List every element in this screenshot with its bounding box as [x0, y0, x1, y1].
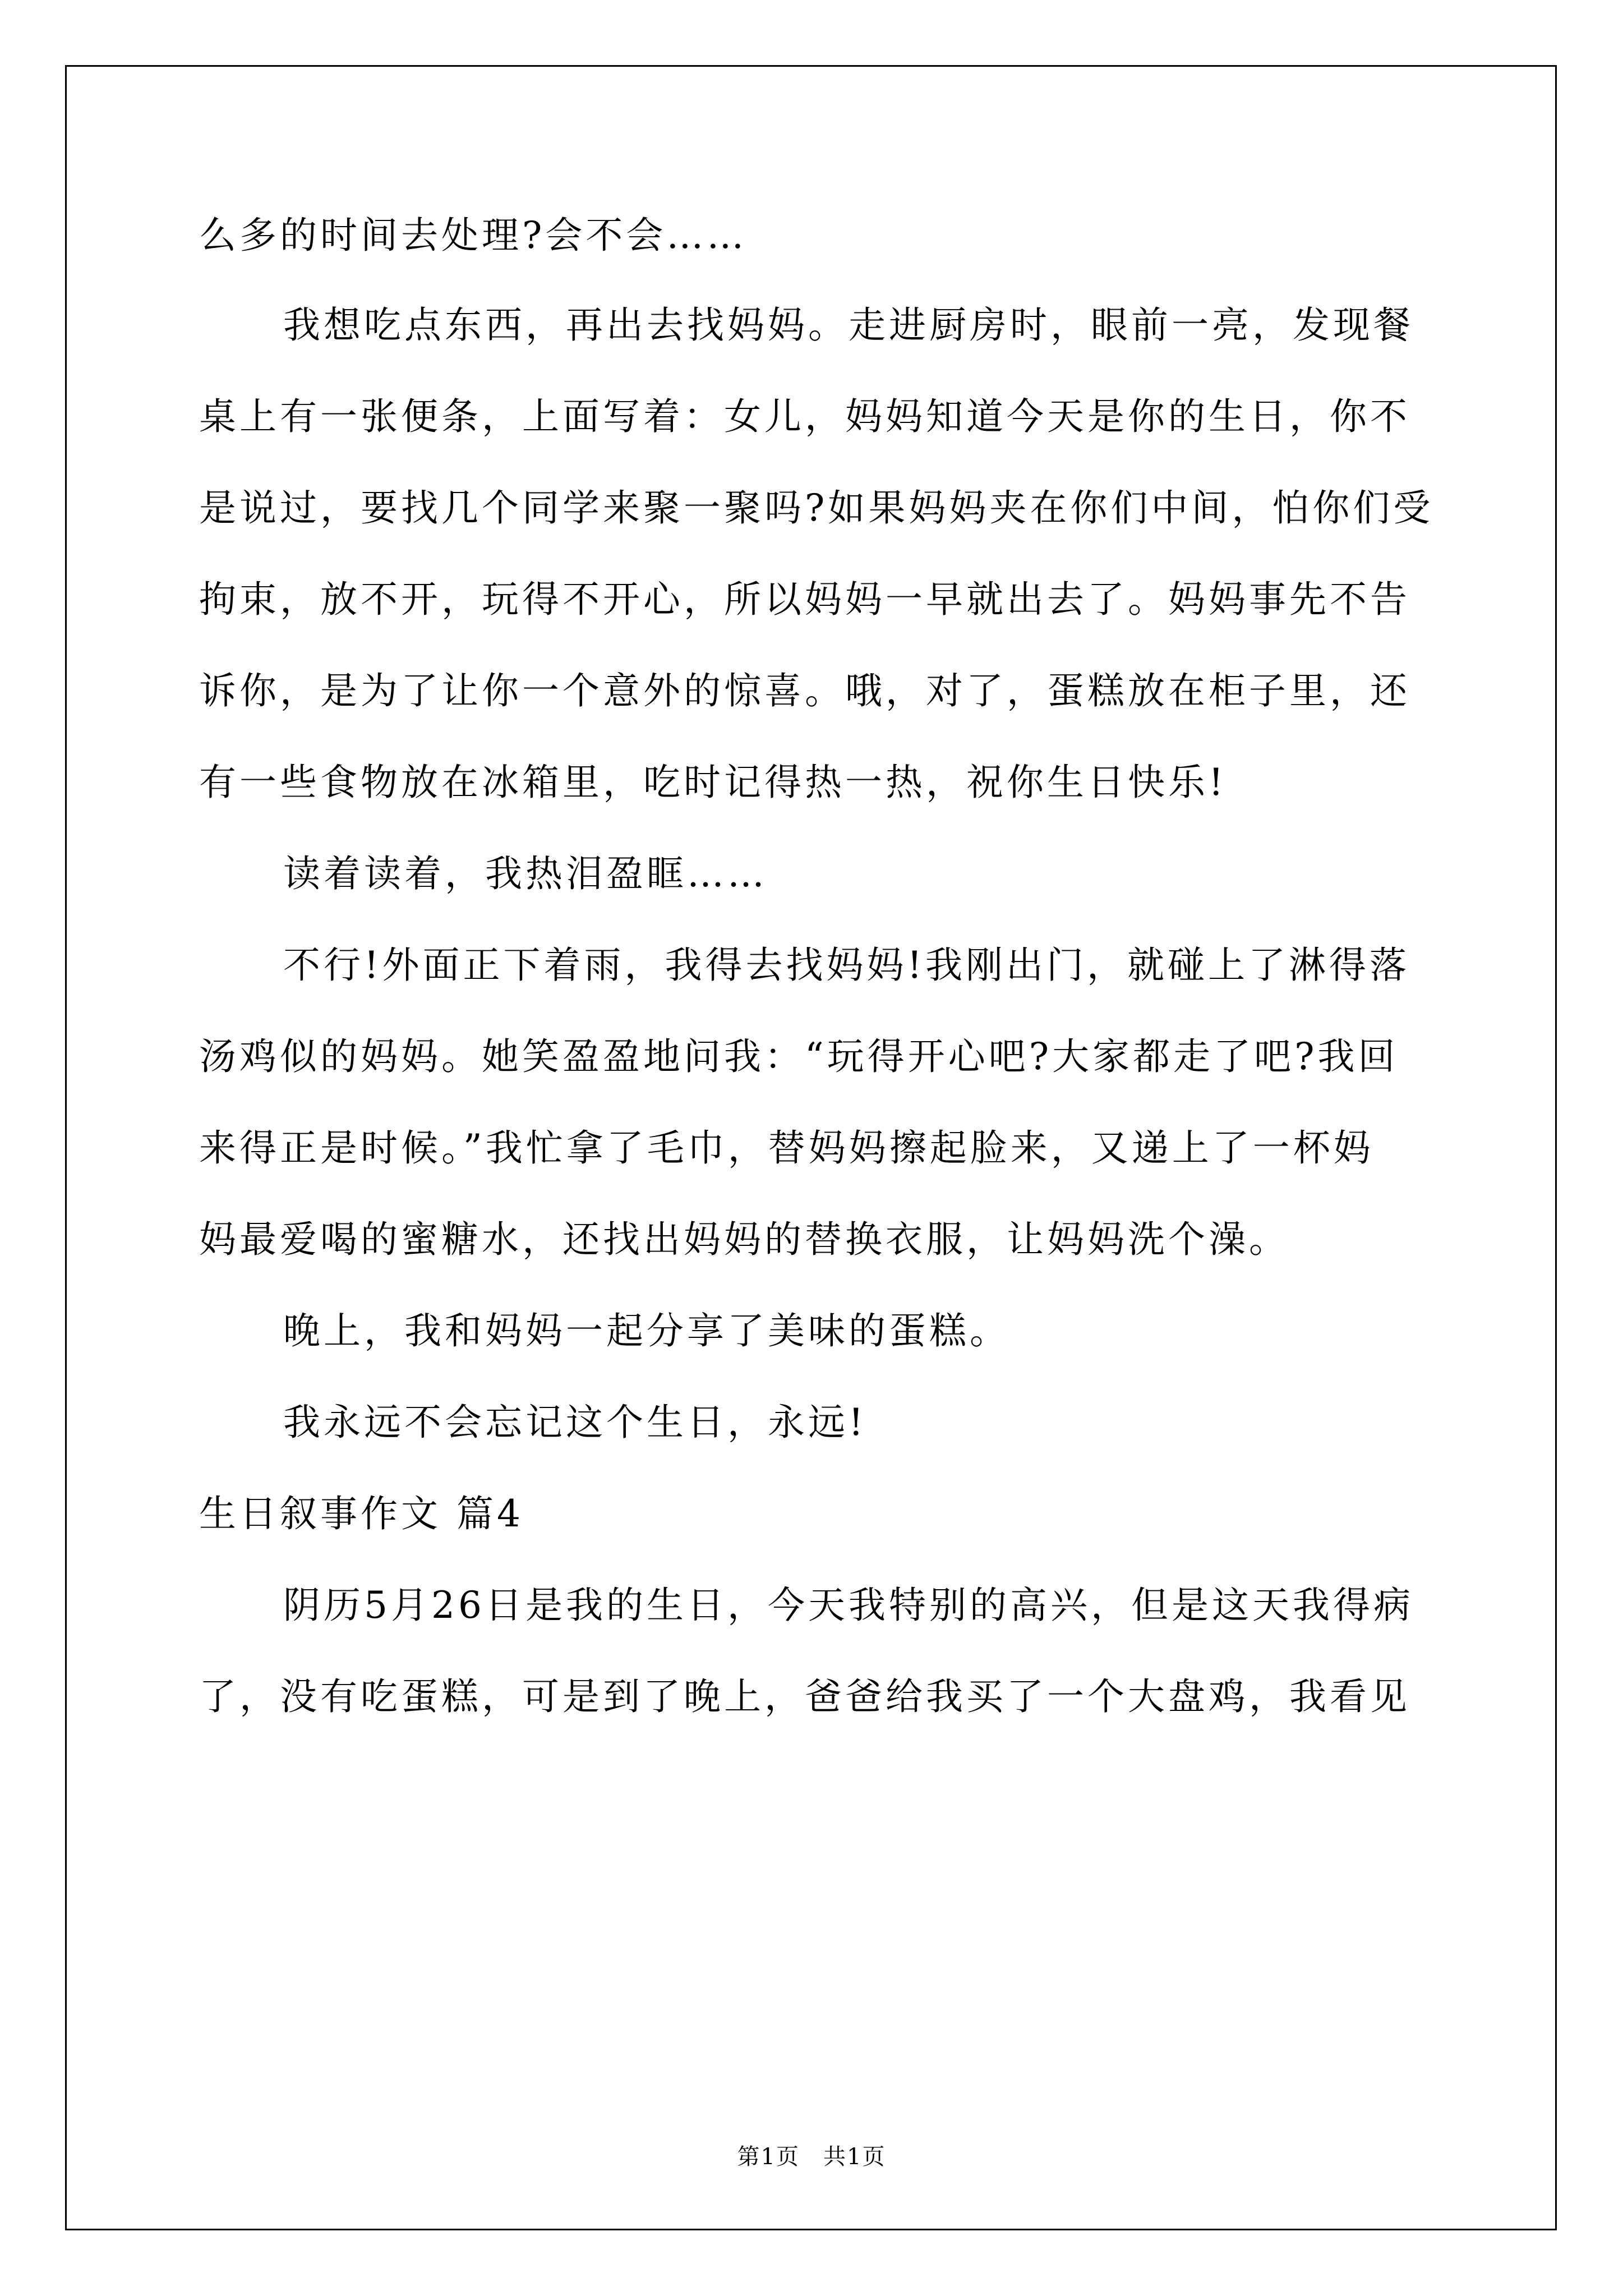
- text-line: 来得正是时候。”我忙拿了毛巾，替妈妈擦起脸来，又递上了一杯妈: [199, 1126, 1374, 1170]
- text-line: 了，没有吃蛋糕，可是到了晚上，爸爸给我买了一个大盘鸡，我看见: [199, 1675, 1410, 1718]
- page-number-footer: 第1页 共1页: [737, 2144, 886, 2170]
- text-line: 么多的时间去处理?会不会……: [199, 214, 748, 257]
- paragraph-start-line: 读着读着，我热泪盈眶……: [283, 852, 768, 895]
- text-line: 有一些食物放在冰箱里，吃时记得热一热，祝你生日快乐!: [199, 761, 1227, 804]
- paragraph-start-line: 我想吃点东西，再出去找妈妈。走进厨房时，眼前一亮，发现餐: [283, 303, 1414, 347]
- section-heading: 生日叙事作文 篇4: [199, 1492, 524, 1535]
- text-line: 妈最爱喝的蜜糖水，还找出妈妈的替换衣服，让妈妈洗个澡。: [199, 1218, 1289, 1261]
- text-line: 桌上有一张便条，上面写着：女儿，妈妈知道今天是你的生日，你不: [199, 395, 1410, 438]
- text-line: 汤鸡似的妈妈。她笑盈盈地问我：“玩得开心吧?大家都走了吧?我回: [199, 1035, 1399, 1078]
- paragraph-start-line: 我永远不会忘记这个生日，永远!: [283, 1401, 867, 1444]
- text-line: 诉你，是为了让你一个意外的惊喜。哦，对了，蛋糕放在柜子里，还: [199, 669, 1410, 712]
- paragraph-start-line: 不行!外面正下着雨，我得去找妈妈!我刚出门，就碰上了淋得落: [283, 944, 1410, 987]
- text-line: 拘束，放不开，玩得不开心，所以妈妈一早就出去了。妈妈事先不告: [199, 578, 1410, 621]
- paragraph-start-line: 晚上，我和妈妈一起分享了美味的蛋糕。: [283, 1309, 1010, 1352]
- text-line: 是说过，要找几个同学来聚一聚吗?如果妈妈夹在你们中间，怕你们受: [199, 486, 1434, 530]
- paragraph-start-line: 阴历5月26日是我的生日，今天我特别的高兴，但是这天我得病: [283, 1584, 1414, 1627]
